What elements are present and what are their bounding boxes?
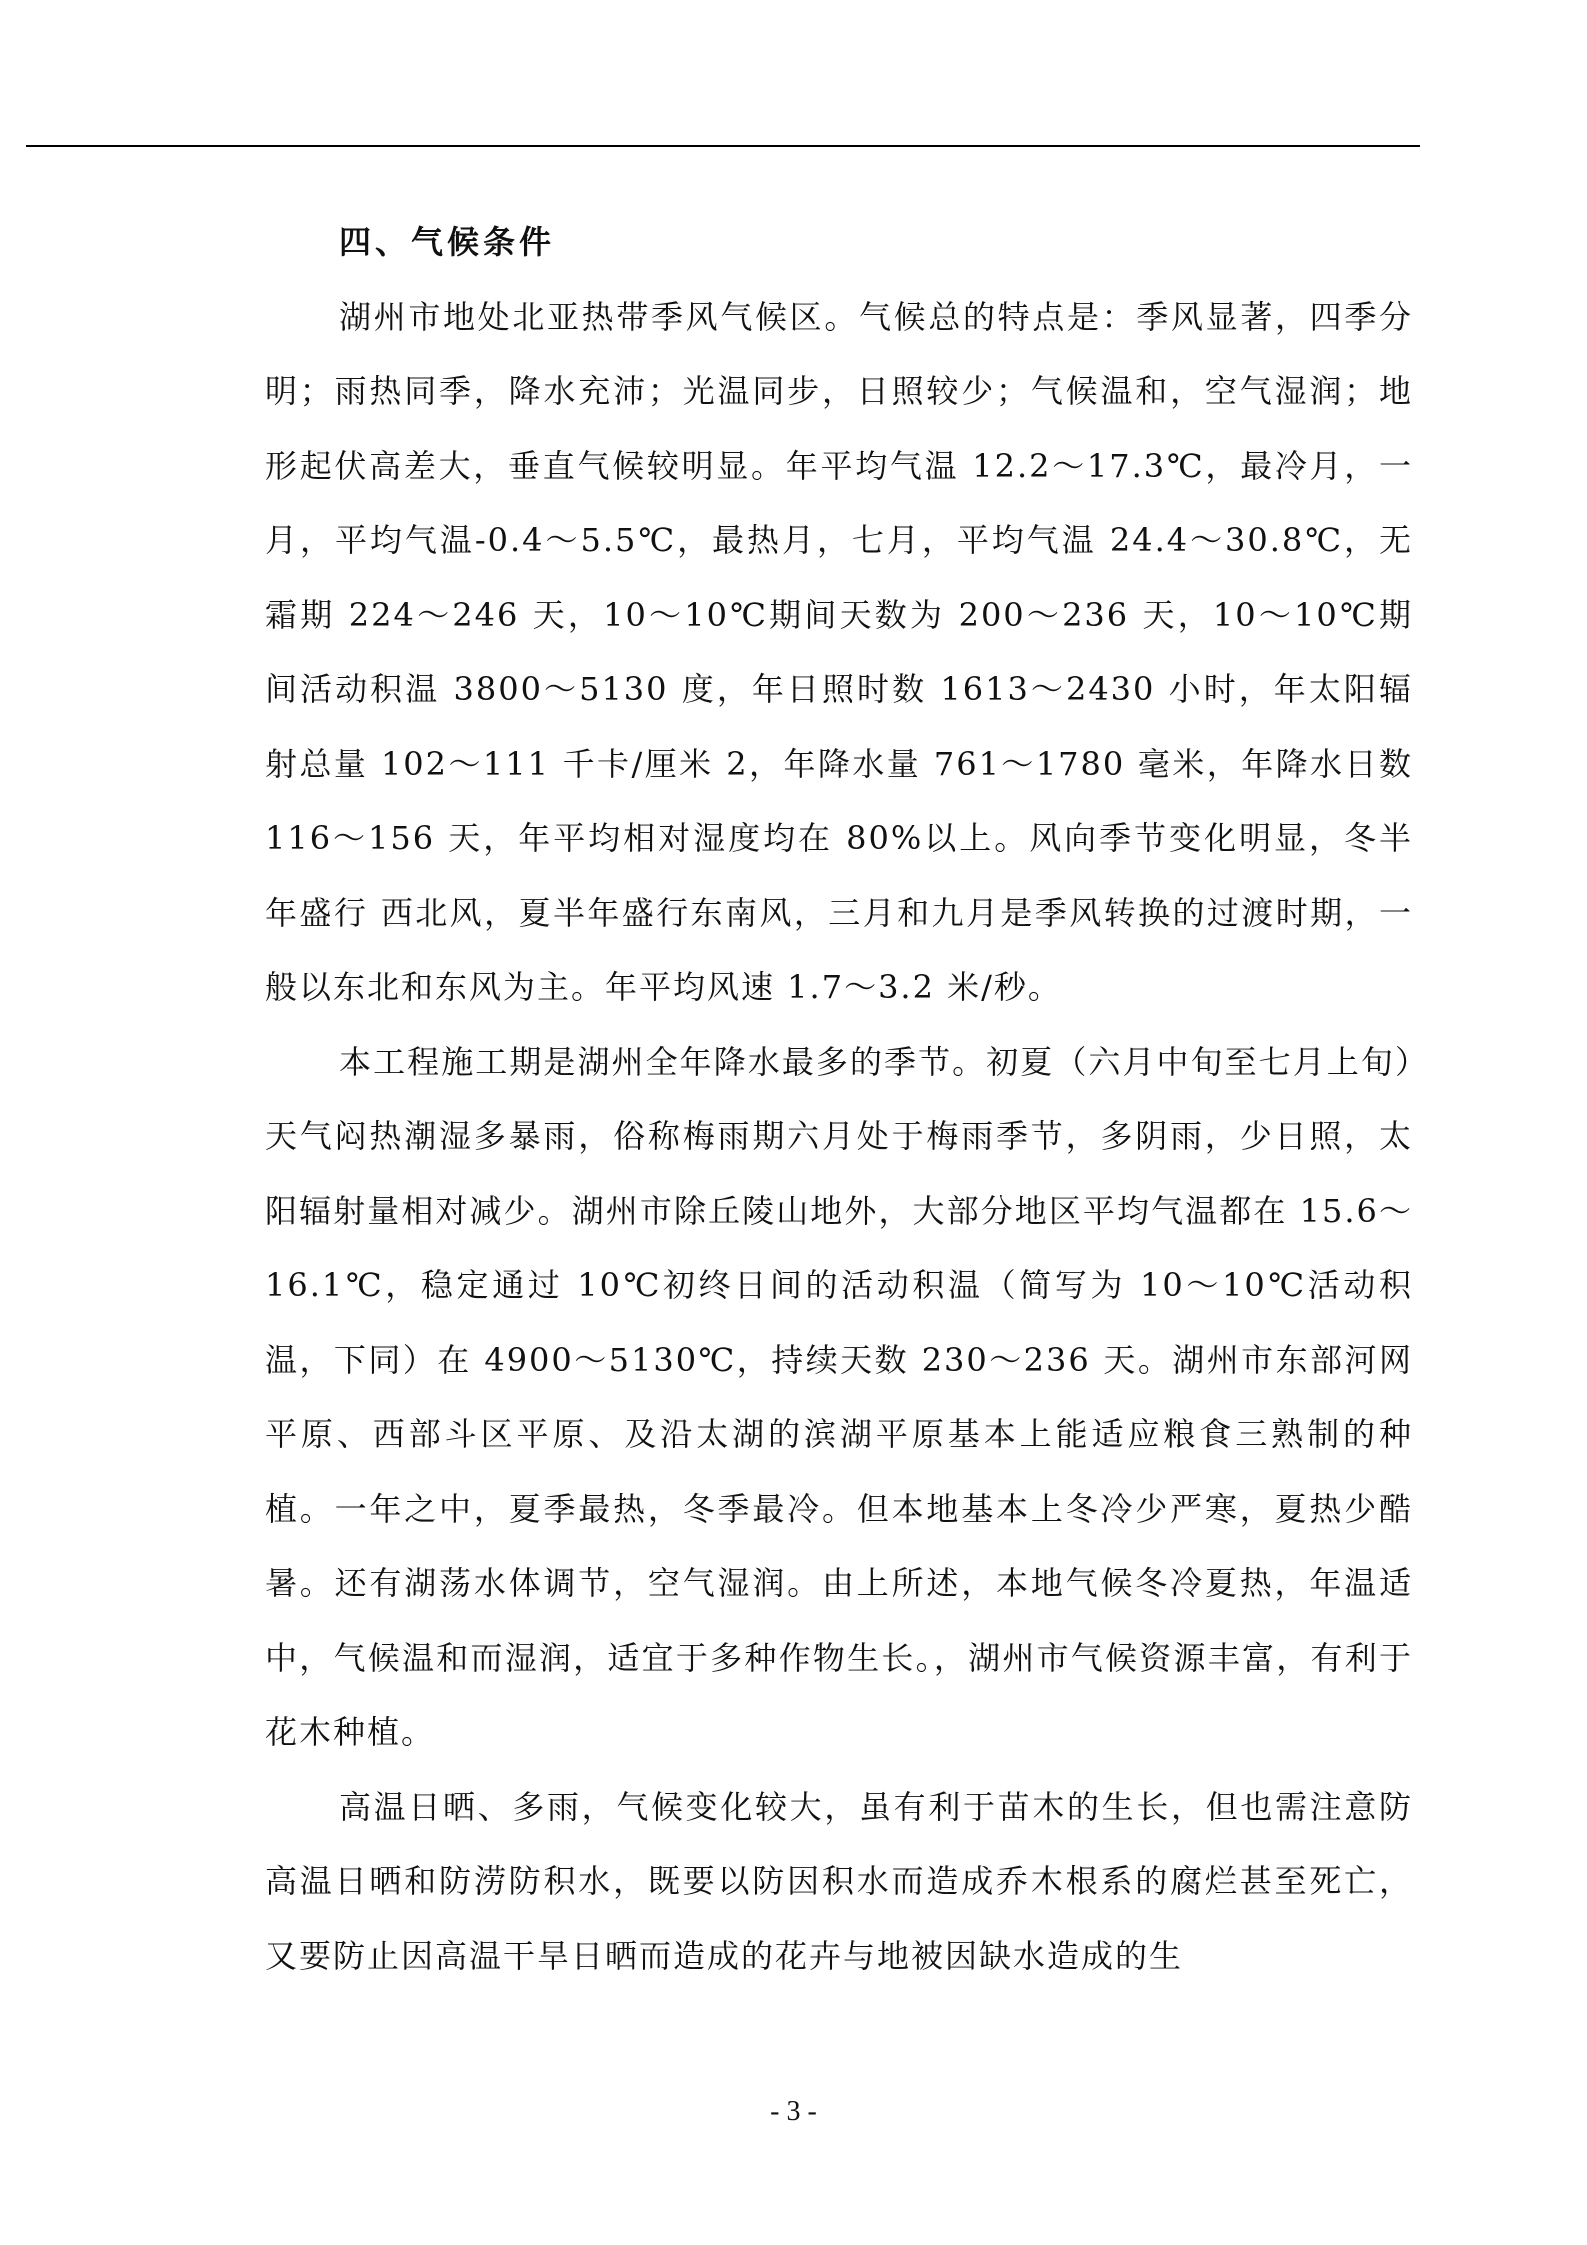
document-body (265, 205, 1413, 1993)
paragraph-climate-overview: 湖州市地处北亚热带季风气候区。气候总的特点是：季风显著，四季分明；雨热同季，降水充沛；光温同步，日照较少；气候温和，空气湿润；地形起伏高差大，垂直气候较明显。年平均气温 12.2～17.3℃，最冷月，一月，平均气温-0.4～5.5℃，最热月，七月，平均气温 24.4～30.8℃，无霜期 224～246 天，10～10℃期间天数为 200～236 天，10～10℃期间活动积温 3800～5130 度，年日照时数 1613～2430 小时，年太阳辐射总量 102～111 千卡/厘米 2，年降水量 761～1780 毫米，年降水日数 116～156 天，年平均相对湿度均在 80%以上。风向季节变化明显，冬半年盛行 西北风，夏半年盛行东南风，三月和九月是季风转换的过渡时期，一般以东北和东风为主。年平均风速 1.7～3.2 米/秒。 (265, 297, 1413, 1006)
header-rule (26, 145, 1420, 147)
page-number: - 3 - (770, 2096, 817, 2127)
paragraph-weather-precautions: 高温日晒、多雨，气候变化较大，虽有利于苗木的生长，但也需注意防高温日晒和防涝防积水，既要以防因积水而造成乔木根系的腐烂甚至死亡，又要防止因高温干旱日晒而造成的花卉与地被因缺水造成的生 (265, 1787, 1413, 1975)
paragraph-construction-season: 本工程施工期是湖州全年降水最多的季节。初夏（六月中旬至七月上旬）天气闷热潮湿多暴雨，俗称梅雨期六月处于梅雨季节，多阴雨，少日照，太阳辐射量相对减少。湖州市除丘陵山地外，大部分地区平均气温都在 15.6～16.1℃，稳定通过 10℃初终日间的活动积温（简写为 10～10℃活动积温，下同）在 4900～5130℃，持续天数 230～236 天。湖州市东部河网平原、西部斗区平原、及沿太湖的滨湖平原基本上能适应粮食三熟制的种植。一年之中，夏季最热，冬季最冷。但本地基本上冬冷少严寒，夏热少酷暑。还有湖荡水体调节，空气湿润。由上所述，本地气候冬冷夏热，年温适中，气候温和而湿润，适宜于多种作物生长。，湖州市气候资源丰富，有利于花木种植。 (265, 1042, 1413, 1751)
section-heading: 四、气候条件 (339, 223, 556, 261)
